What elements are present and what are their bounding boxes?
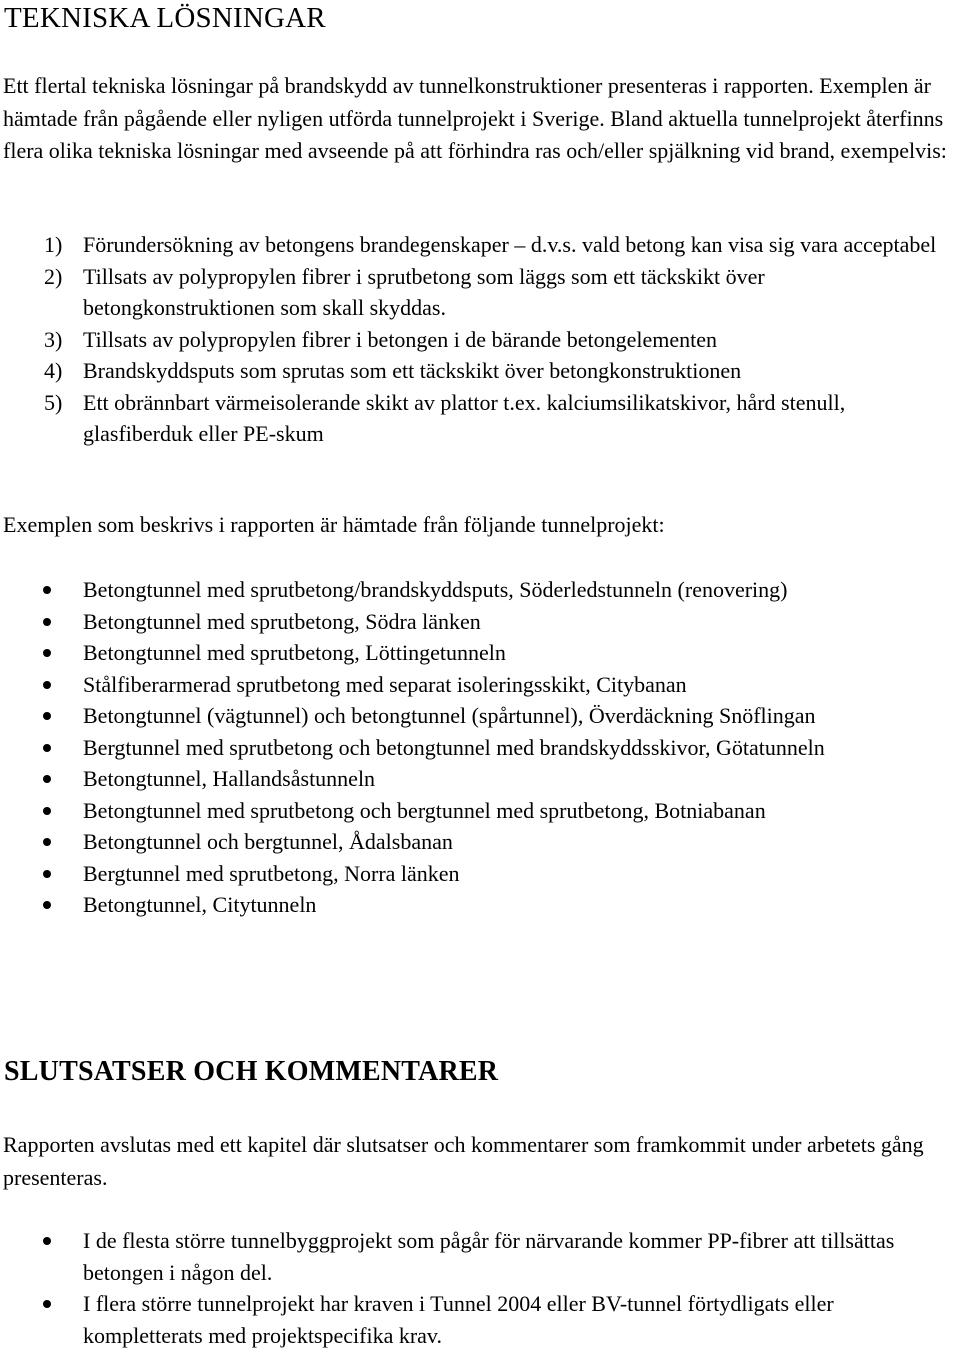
project-item <box>0 574 960 606</box>
section-heading-tekniska-losningar: TEKNISKA LÖSNINGAR <box>4 2 326 34</box>
project-item <box>0 700 960 732</box>
bullet-icon <box>43 1300 51 1308</box>
projects-list <box>0 574 960 921</box>
solution-text: Brandskyddsputs som sprutas som ett täckskikt över betongkonstruktionen <box>83 358 742 383</box>
solution-text: Tillsats av polypropylen fibrer i betongen i de bärande betongelementen <box>83 326 717 352</box>
solution-number: 1) <box>44 232 63 257</box>
solution-item <box>0 387 960 450</box>
solution-number: 4) <box>44 358 63 383</box>
project-text: Betongtunnel med sprutbetong och bergtunnel med sprutbetong, Botniabanan <box>83 797 766 823</box>
bullet-icon <box>43 712 51 720</box>
project-text: Bergtunnel med sprutbetong och betongtunnel med brandskyddsskivor, Götatunneln <box>83 734 825 760</box>
solution-item <box>0 261 960 324</box>
bullet-icon <box>43 1237 51 1245</box>
project-item <box>0 763 960 795</box>
solution-text: Tillsats av polypropylen fibrer i sprutbetong som läggs som ett täckskikt över betongkonstruktionen som skall skyddas. <box>83 263 765 320</box>
conclusion-item <box>0 1288 960 1351</box>
project-text: Betongtunnel med sprutbetong/brandskyddsputs, Söderledstunneln (renovering) <box>83 577 788 602</box>
section-heading-slutsatser: SLUTSATSER OCH KOMMENTARER <box>4 1056 499 1087</box>
project-text: Betongtunnel, Citytunneln <box>83 892 317 917</box>
solution-text: Förundersökning av betongens brandegenskaper – d.v.s. vald betong kan visa sig vara acceptabel <box>83 232 937 257</box>
bullet-icon <box>43 870 51 878</box>
solution-text: Ett obrännbart värmeisolerande skikt av plattor t.ex. kalciumsilikatskivor, hård stenull, glasfiberduk eller PE-skum <box>83 389 846 446</box>
conclusion-item <box>0 1225 960 1288</box>
project-item <box>0 858 960 890</box>
conclusions-intro: Rapporten avslutas med ett kapitel där slutsatser och kommentarer som framkommit under arbetets gång presenteras. <box>3 1132 924 1190</box>
project-item <box>0 669 960 701</box>
project-text: Betongtunnel med sprutbetong, Södra länken <box>83 608 481 634</box>
intro-paragraph: Ett flertal tekniska lösningar på brandskydd av tunnelkonstruktioner presenteras i rapporten. Exemplen är hämtade från pågående eller nyligen utförda tunnelprojekt i Sverige. Bland aktuella tunnelprojekt återfinns flera olika tekniska lösningar med avseende på att förhindra ras och/eller spjälkning vid brand, exempelvis: <box>3 73 947 163</box>
bullet-icon <box>43 775 51 783</box>
solution-number: 5) <box>44 389 63 415</box>
project-text: Bergtunnel med sprutbetong, Norra länken <box>83 860 460 886</box>
project-text: Betongtunnel (vägtunnel) och betongtunnel (spårtunnel), Överdäckning Snöflingan <box>83 703 816 728</box>
conclusion-text: I de flesta större tunnelbyggprojekt som pågår för närvarande kommer PP-fibrer att tillsättas betongen i någon del. <box>83 1228 895 1285</box>
project-item <box>0 637 960 669</box>
project-text: Betongtunnel och bergtunnel, Ådalsbanan <box>83 829 453 854</box>
bullet-icon <box>43 838 51 846</box>
bullet-icon <box>43 649 51 657</box>
bullet-icon <box>43 586 51 594</box>
solution-number: 2) <box>44 263 63 289</box>
project-text: Betongtunnel med sprutbetong, Löttingetunneln <box>83 640 506 665</box>
bullet-icon <box>43 744 51 752</box>
bullet-icon <box>43 807 51 815</box>
project-text: Stålfiberarmerad sprutbetong med separat isoleringsskikt, Citybanan <box>83 671 687 697</box>
solution-item <box>0 229 960 261</box>
bullet-icon <box>43 681 51 689</box>
project-item <box>0 889 960 921</box>
project-item <box>0 795 960 827</box>
examples-intro: Exemplen som beskrivs i rapporten är hämtade från följande tunnelprojekt: <box>3 512 665 537</box>
project-item <box>0 606 960 638</box>
project-item <box>0 826 960 858</box>
conclusion-text: I flera större tunnelprojekt har kraven i Tunnel 2004 eller BV-tunnel förtydligats eller kompletterats med projektspecifika krav. <box>83 1291 834 1348</box>
solution-item <box>0 324 960 356</box>
conclusions-list <box>0 1225 960 1351</box>
solution-item <box>0 355 960 387</box>
bullet-icon <box>43 618 51 626</box>
project-item <box>0 732 960 764</box>
solutions-list <box>0 229 960 450</box>
project-text: Betongtunnel, Hallandsåstunneln <box>83 766 376 791</box>
solution-number: 3) <box>44 326 63 352</box>
bullet-icon <box>43 901 51 909</box>
